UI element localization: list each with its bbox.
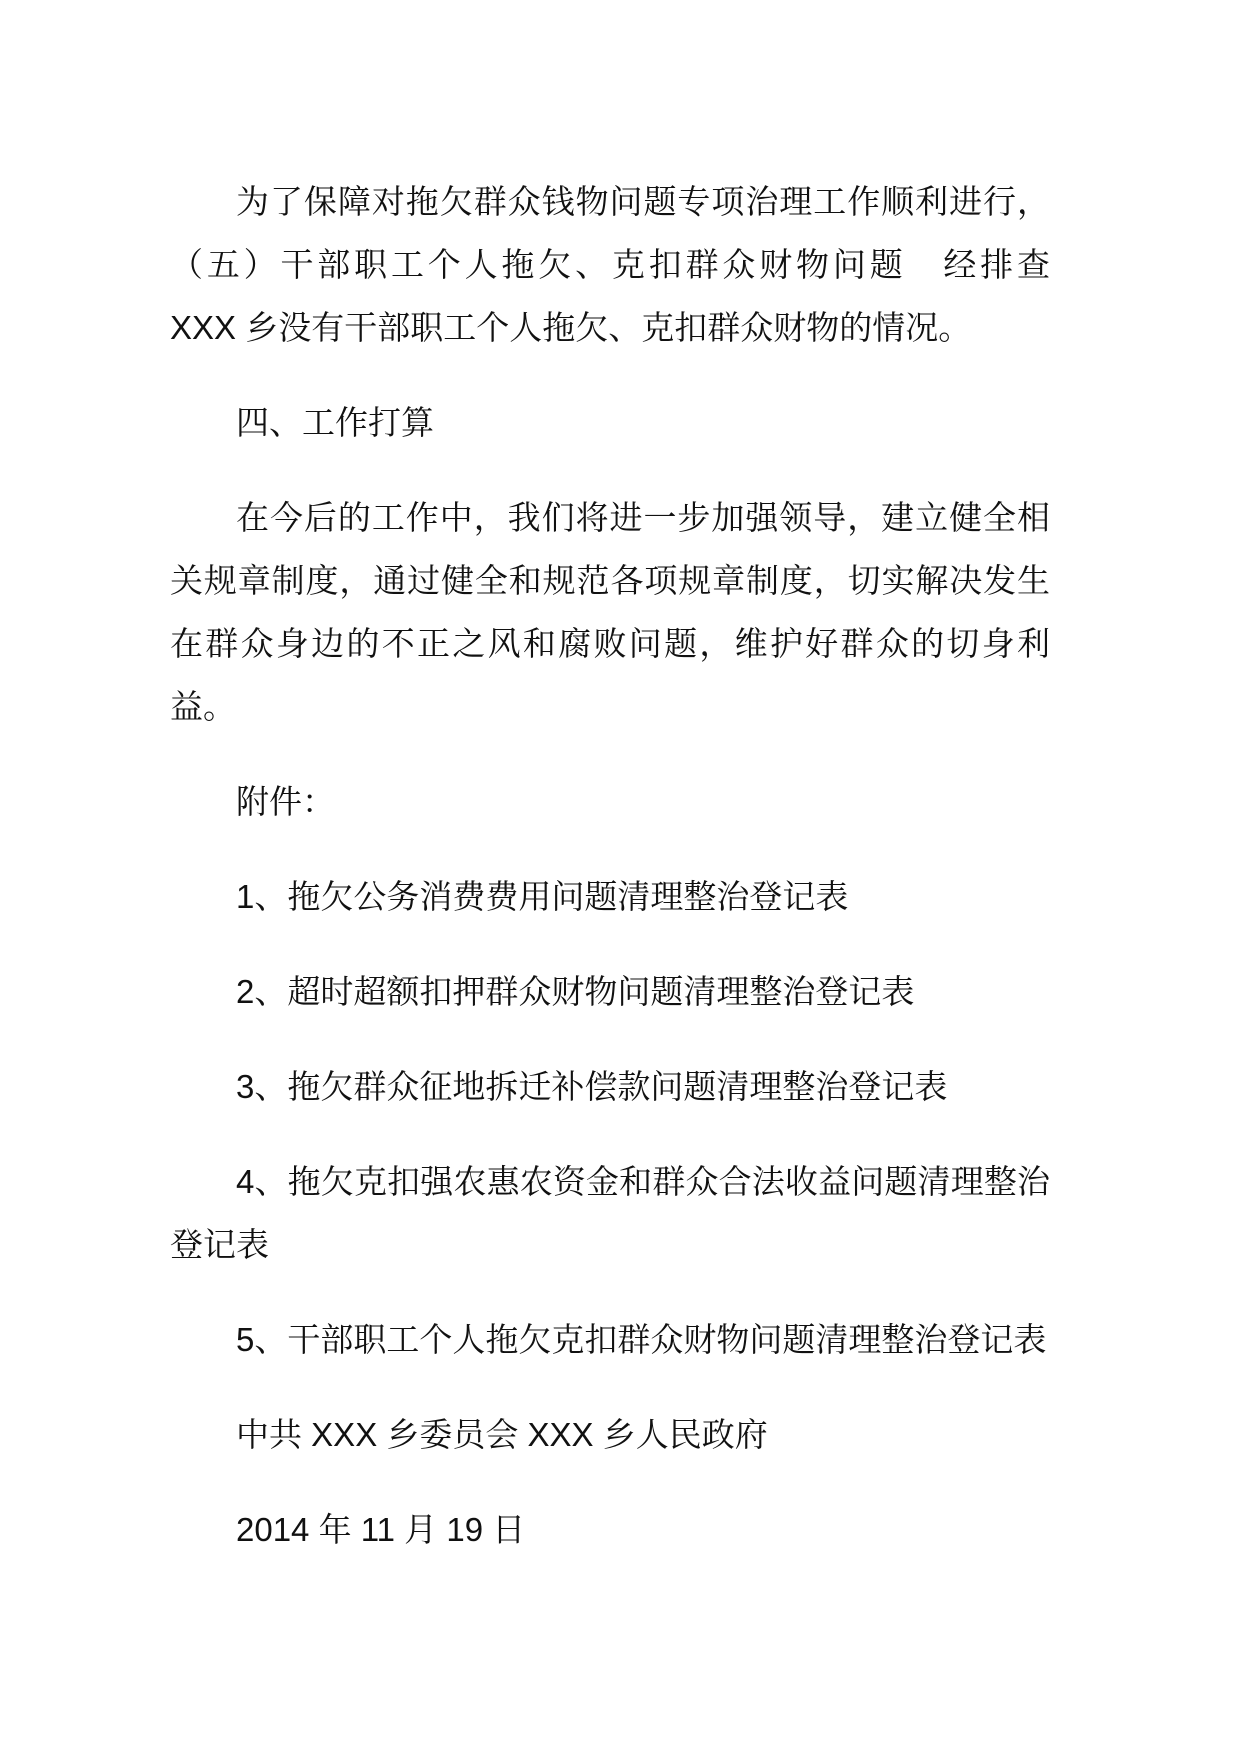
paragraph-future-plan: 在今后的工作中，我们将进一步加强领导，建立健全相关规章制度，通过健全和规范各项规章制度，切实解决发生在群众身边的不正之风和腐败问题，维护好群众的切身利益。 (170, 499, 1050, 725)
attachment-item-5: 5、干部职工个人拖欠克扣群众财物问题清理整治登记表 (236, 1321, 1047, 1358)
paragraph-guarantee-intro: 为了保障对拖欠群众钱物问题专项治理工作顺利进行，（五）干部职工个人拖欠、克扣群众财物问题 经排查 XXX 乡没有干部职工个人拖欠、克扣群众财物的情况。 (170, 183, 1083, 346)
attachment-item-1: 1、拖欠公务消费费用问题清理整治登记表 (236, 878, 849, 915)
attachment-item-4: 4、拖欠克扣强农惠农资金和群众合法收益问题清理整治登记表 (170, 1163, 1050, 1263)
signature-date: 2014 年 11 月 19 日 (236, 1511, 526, 1548)
signature-issuer: 中共 XXX 乡委员会 XXX 乡人民政府 (236, 1416, 768, 1453)
attachments-label: 附件： (236, 783, 335, 820)
heading-section-four: 四、工作打算 (236, 404, 434, 441)
attachment-item-3: 3、拖欠群众征地拆迁补偿款问题清理整治登记表 (236, 1068, 948, 1105)
attachment-item-2: 2、超时超额扣押群众财物问题清理整治登记表 (236, 973, 915, 1010)
